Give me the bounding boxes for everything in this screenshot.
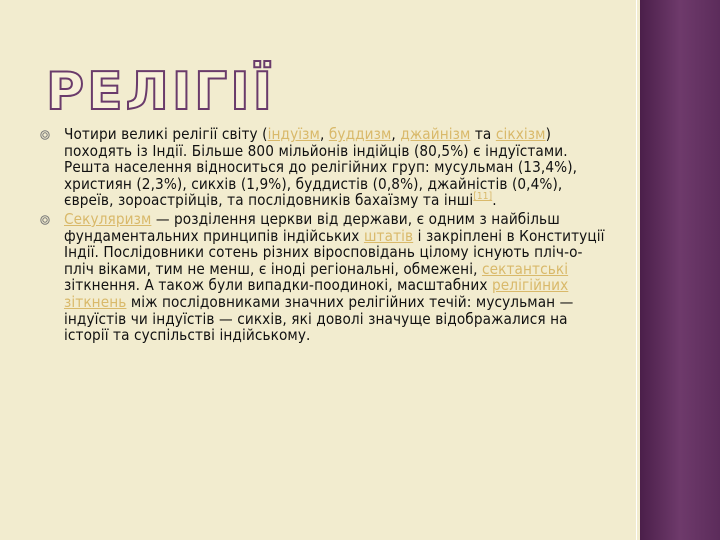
footnote-ref-link[interactable]: [11] <box>473 191 493 203</box>
text-run: , <box>391 125 401 143</box>
side-panel <box>640 0 720 540</box>
link-secularism[interactable]: Секуляризм <box>64 209 152 228</box>
link-buddhism[interactable]: буддизм <box>328 125 392 143</box>
text-run: і закріплені в Конституції Індії. Послідовники сотень різних віросповідань цілому існують пліч-о-пліч віками, тим не менш, є іноді регіональні, обмежені, <box>64 226 605 278</box>
text-run: зіткнення. А також були випадки-поодинокі, масштабних <box>64 276 492 295</box>
text-run: Чотири великі релігії світу ( <box>64 125 268 143</box>
link-religious-clashes[interactable]: релігійних зіткнень <box>64 276 569 311</box>
link-hinduism[interactable]: індуїзм <box>267 125 320 143</box>
link-states[interactable]: штатів <box>363 226 414 245</box>
text-run: — розділення церкви від держави, є одним з найбільш фундаментальних принципів індійських <box>64 209 560 245</box>
text-run: . <box>492 191 497 210</box>
bullet-item <box>40 211 610 344</box>
bullet-text <box>64 210 605 344</box>
side-divider <box>636 0 637 540</box>
bullet-text <box>64 125 577 209</box>
link-sectarian[interactable]: сектантські <box>481 259 569 278</box>
target-bullet-icon <box>40 130 50 140</box>
text-run: , <box>319 125 329 143</box>
text-run: між послідовниками значних релігійних течій: мусульман — індуїстів чи індуїстів — сикхів, які доволі значуще відображалися на історії та суспільстві індійському. <box>64 292 574 345</box>
slide-content <box>40 126 610 346</box>
text-run: та <box>470 125 496 143</box>
bullet-item <box>40 126 610 209</box>
link-sikhism[interactable]: сікхізм <box>495 125 546 143</box>
target-bullet-icon <box>40 215 50 225</box>
slide-title: РЕЛІГІЇ <box>46 62 275 122</box>
link-jainism[interactable]: джайнізм <box>400 125 471 143</box>
text-run: ) походять із Індії. Більше 800 мільйонів індійців (80,5%) є індуїстами. Решта населення відноситься до релігійних груп: мусульман (13,4%), християн (2,3%), сикхів (1,9%), буддистів (0,8%), джайністів (0,4%), євреїв, зороастрійців, та послідовників бахаїзму та інші <box>64 125 578 210</box>
